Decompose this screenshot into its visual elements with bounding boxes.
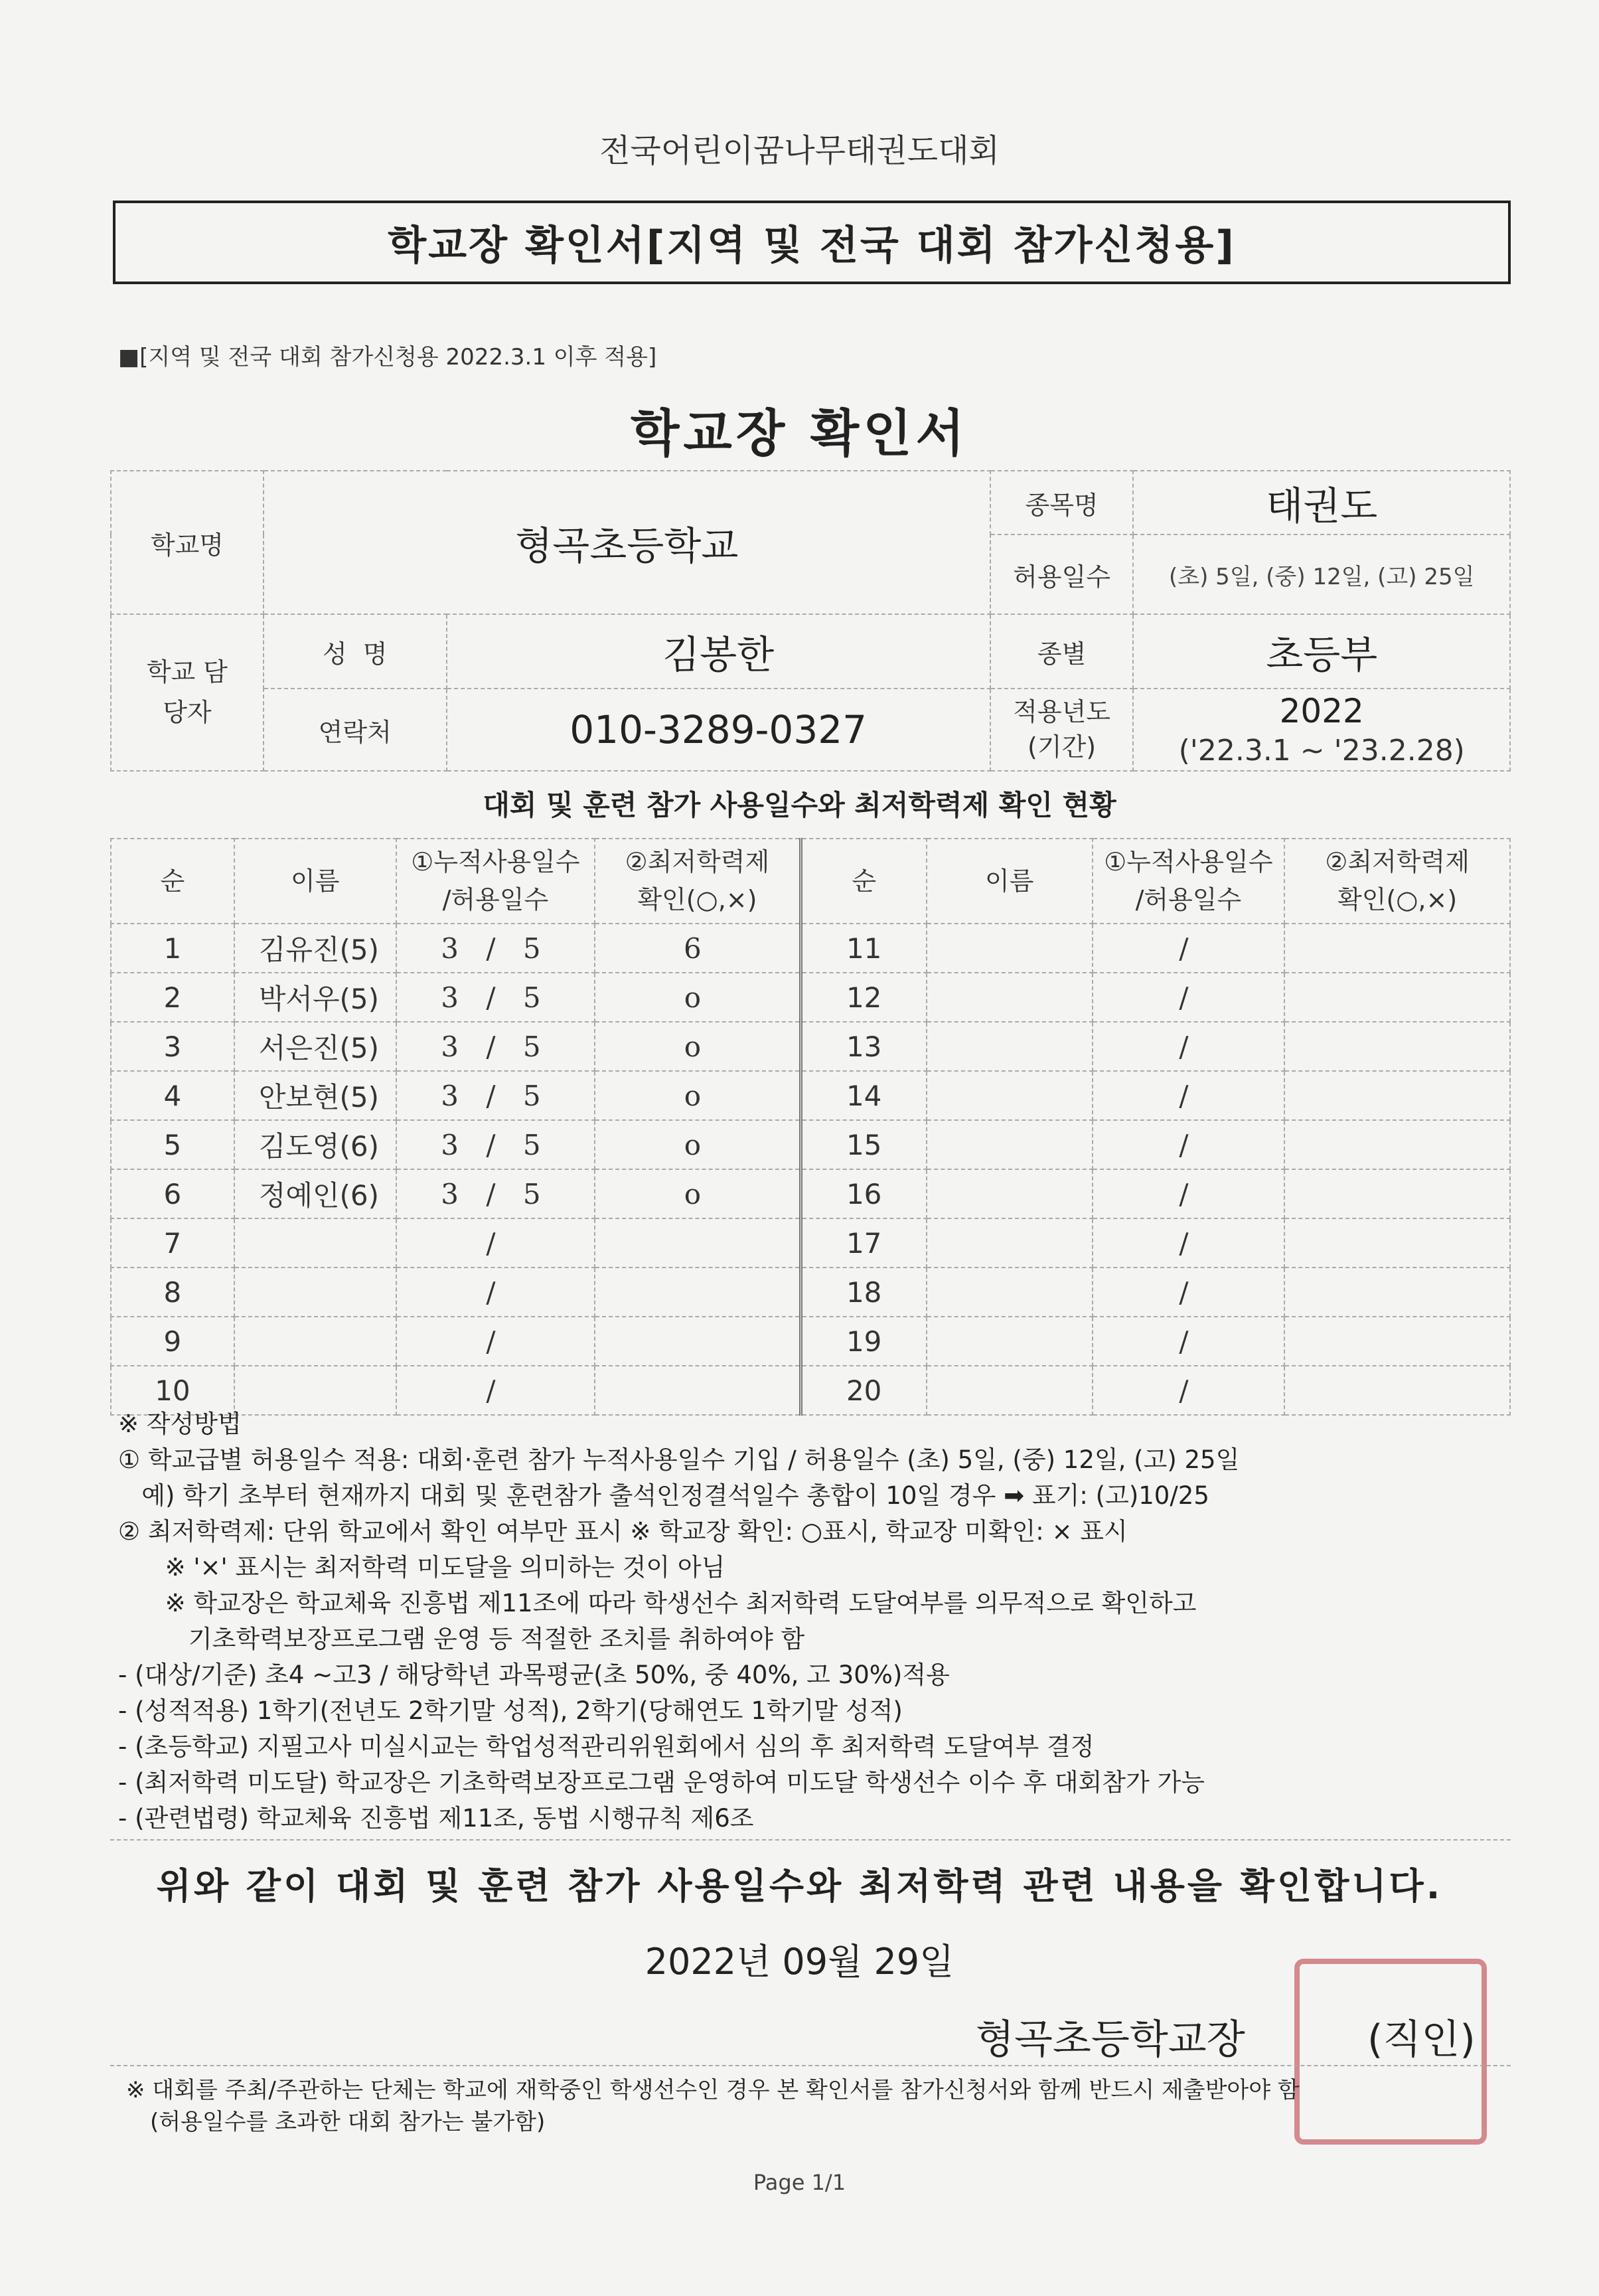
row-days: / xyxy=(396,1218,595,1268)
col-header-no-right: 순 xyxy=(800,839,927,924)
row-check: 6 xyxy=(595,924,800,973)
row-check xyxy=(1284,1268,1510,1317)
row-name xyxy=(927,1022,1093,1071)
footnote-line: (허용일수를 초과한 대회 참가는 불가함) xyxy=(150,2109,546,2135)
instruction-line: ① 학교급별 허용일수 적용: 대회·훈련 참가 누적사용일수 기입 / 허용일수 (초) 5일, (중) 12일, (고) 25일 xyxy=(118,1445,1240,1474)
instruction-line: ② 최저학력제: 단위 학교에서 확인 여부만 표시 ※ 학교장 확인: ○표시, 학교장 미확인: × 표시 xyxy=(118,1517,1128,1546)
event-name: 전국어린이꿈나무태권도대회 xyxy=(599,132,1000,169)
divider xyxy=(110,1839,1511,1841)
col-header-days-right-line1: ①누적사용일수 xyxy=(1104,847,1273,876)
row-no: 16 xyxy=(800,1169,927,1218)
row-check xyxy=(595,1317,800,1366)
row-check xyxy=(1284,1071,1510,1120)
row-check: o xyxy=(595,1169,800,1218)
footnote xyxy=(126,2074,1513,2138)
row-name xyxy=(927,1169,1093,1218)
table-row xyxy=(111,973,1510,1022)
table-row xyxy=(111,1022,1510,1071)
year-label-cell xyxy=(990,689,1134,771)
row-no: 13 xyxy=(800,1022,927,1071)
row-days: / xyxy=(1093,924,1285,973)
row-name xyxy=(234,1268,396,1317)
row-name xyxy=(927,973,1093,1022)
row-days: / xyxy=(1093,1268,1285,1317)
row-no: 1 xyxy=(111,924,234,973)
table-row xyxy=(111,1071,1510,1120)
sport-label: 종목명 xyxy=(990,471,1134,534)
row-days: / xyxy=(1093,1366,1285,1415)
row-days: / xyxy=(1093,1317,1285,1366)
row-no: 15 xyxy=(800,1120,927,1169)
row-check: o xyxy=(595,973,800,1022)
seal-placeholder: (직인) xyxy=(1367,2016,1476,2063)
row-name xyxy=(927,1268,1093,1317)
col-header-check-right xyxy=(1284,839,1510,924)
document-heading: 학교장 확인서 xyxy=(631,404,968,463)
row-no: 19 xyxy=(800,1317,927,1366)
row-name: 정예인(6) xyxy=(234,1169,396,1218)
row-days: / xyxy=(1093,1120,1285,1169)
year-label: 적용년도 xyxy=(1013,697,1110,726)
row-check xyxy=(1284,924,1510,973)
category-value: 초등부 xyxy=(1133,614,1510,689)
row-check xyxy=(1284,973,1510,1022)
col-header-name-right: 이름 xyxy=(927,839,1093,924)
row-name xyxy=(927,1218,1093,1268)
contact-name-label: 성 명 xyxy=(264,614,447,689)
row-name xyxy=(234,1317,396,1366)
instruction-line: - (초등학교) 지필고사 미실시교는 학업성적관리위원회에서 심의 후 최저학력 도달여부 결정 xyxy=(118,1732,1095,1761)
col-header-check xyxy=(595,839,800,924)
usage-section-title: 대회 및 훈련 참가 사용일수와 최저학력제 확인 현황 xyxy=(483,789,1116,821)
row-days: / xyxy=(1093,1218,1285,1268)
row-no: 18 xyxy=(800,1268,927,1317)
col-header-check-right-line2: 확인(○,×) xyxy=(1337,885,1458,914)
row-no: 5 xyxy=(111,1120,234,1169)
row-check xyxy=(1284,1022,1510,1071)
table-row xyxy=(111,924,1510,973)
row-check xyxy=(1284,1317,1510,1366)
row-no: 12 xyxy=(800,973,927,1022)
row-days: 3 / 5 xyxy=(396,1169,595,1218)
col-header-days-line1: ①누적사용일수 xyxy=(411,847,580,876)
row-name: 서은진(5) xyxy=(234,1022,396,1071)
row-check xyxy=(1284,1218,1510,1268)
row-name xyxy=(927,924,1093,973)
contact-name-value: 김봉한 xyxy=(447,614,990,689)
footnote-line: ※ 대회를 주최/주관하는 단체는 학교에 재학중인 학생선수인 경우 본 확인서를 참가신청서와 함께 반드시 제출받아야 함 xyxy=(126,2077,1300,2103)
row-no: 17 xyxy=(800,1218,927,1268)
row-name xyxy=(927,1120,1093,1169)
row-days: / xyxy=(396,1366,595,1415)
col-header-name: 이름 xyxy=(234,839,396,924)
instruction-line: - (관련법령) 학교체육 진흥법 제11조, 동법 시행규칙 제6조 xyxy=(118,1804,754,1833)
contact-phone-label: 연락처 xyxy=(264,689,447,771)
category-label: 종별 xyxy=(990,614,1134,689)
instruction-line: - (최저학력 미도달) 학교장은 기초학력보장프로그램 운영하여 미도달 학생선수 이수 후 대회참가 가능 xyxy=(118,1768,1205,1797)
table-row xyxy=(111,1268,1510,1317)
table-row xyxy=(111,1317,1510,1366)
row-no: 10 xyxy=(111,1366,234,1415)
instruction-line: ※ 학교장은 학교체육 진흥법 제11조에 따라 학생선수 최저학력 도달여부를 의무적으로 확인하고 xyxy=(118,1589,1197,1617)
applicability-notice: ■[지역 및 전국 대회 참가신청용 2022.3.1 이후 적용] xyxy=(118,344,657,370)
row-name: 박서우(5) xyxy=(234,973,396,1022)
year-label-sub: (기간) xyxy=(1028,732,1097,762)
row-check xyxy=(1284,1169,1510,1218)
instruction-line: 기초학력보장프로그램 운영 등 적절한 조치를 취하여야 함 xyxy=(118,1625,805,1653)
row-no: 20 xyxy=(800,1366,927,1415)
row-check: o xyxy=(595,1022,800,1071)
allowed-days-value: (초) 5일, (중) 12일, (고) 25일 xyxy=(1133,534,1510,614)
row-days: 3 / 5 xyxy=(396,973,595,1022)
row-days: / xyxy=(1093,1071,1285,1120)
form-title-box xyxy=(113,201,1511,284)
sport-value: 태권도 xyxy=(1133,471,1510,534)
row-no: 8 xyxy=(111,1268,234,1317)
page-number: Page 1/1 xyxy=(753,2170,846,2195)
row-name: 김도영(6) xyxy=(234,1120,396,1169)
col-header-check-right-line1: ②최저학력제 xyxy=(1325,847,1470,876)
row-no: 4 xyxy=(111,1071,234,1120)
athlete-list-table xyxy=(110,838,1511,1416)
row-no: 6 xyxy=(111,1169,234,1218)
instruction-line: 예) 학기 초부터 현재까지 대회 및 훈련참가 출석인정결석일수 총합이 10일 경우 ➡ 표기: (고)10/25 xyxy=(118,1481,1209,1510)
school-name-label: 학교명 xyxy=(111,471,264,614)
contact-person-label: 학교 담당자 xyxy=(111,614,264,771)
row-no: 7 xyxy=(111,1218,234,1268)
allowed-days-label: 허용일수 xyxy=(990,534,1134,614)
instruction-line: - (성적적용) 1학기(전년도 2학기말 성적), 2학기(당해연도 1학기말 성적) xyxy=(118,1696,903,1725)
row-check xyxy=(595,1268,800,1317)
col-header-days xyxy=(396,839,595,924)
row-days: 3 / 5 xyxy=(396,924,595,973)
principal-signature: 형곡초등학교장 xyxy=(976,2016,1245,2063)
row-no: 9 xyxy=(111,1317,234,1366)
row-no: 2 xyxy=(111,973,234,1022)
row-days: 3 / 5 xyxy=(396,1022,595,1071)
row-check xyxy=(595,1218,800,1268)
col-header-days-line2: /허용일수 xyxy=(442,885,549,914)
row-name xyxy=(927,1317,1093,1366)
contact-phone-value: 010-3289-0327 xyxy=(447,689,990,771)
row-no: 3 xyxy=(111,1022,234,1071)
row-name: 김유진(5) xyxy=(234,924,396,973)
table-row xyxy=(111,1218,1510,1268)
divider xyxy=(110,2065,1511,2066)
year-value-cell xyxy=(1133,689,1510,771)
row-check xyxy=(1284,1120,1510,1169)
instruction-line: - (대상/기준) 초4 ~고3 / 해당학년 과목평균(초 50%, 중 40%, 고 30%)적용 xyxy=(118,1661,950,1689)
writing-instructions xyxy=(118,1406,1519,1837)
col-header-check-line1: ②최저학력제 xyxy=(625,847,770,876)
school-name-value: 형곡초등학교 xyxy=(264,471,990,614)
row-name xyxy=(234,1218,396,1268)
school-info-table xyxy=(110,470,1511,772)
instruction-line: ※ 작성방법 xyxy=(118,1410,242,1438)
form-title: 학교장 확인서[지역 및 전국 대회 참가신청용] xyxy=(388,222,1236,269)
instruction-line: ※ '×' 표시는 최저학력 미도달을 의미하는 것이 아님 xyxy=(118,1553,725,1582)
row-days: / xyxy=(1093,1022,1285,1071)
issue-date: 2022년 09월 29일 xyxy=(645,1941,954,1983)
col-header-no: 순 xyxy=(111,839,234,924)
row-check: o xyxy=(595,1071,800,1120)
row-days: / xyxy=(396,1268,595,1317)
row-days: / xyxy=(1093,973,1285,1022)
row-days: / xyxy=(396,1317,595,1366)
row-days: / xyxy=(1093,1169,1285,1218)
row-no: 11 xyxy=(800,924,927,973)
confirmation-statement: 위와 같이 대회 및 훈련 참가 사용일수와 최저학력 관련 내용을 확인합니다. xyxy=(156,1865,1443,1907)
row-days: 3 / 5 xyxy=(396,1120,595,1169)
col-header-days-right xyxy=(1093,839,1285,924)
row-name: 안보현(5) xyxy=(234,1071,396,1120)
col-header-days-right-line2: /허용일수 xyxy=(1135,885,1242,914)
row-days: 3 / 5 xyxy=(396,1071,595,1120)
col-header-check-line2: 확인(○,×) xyxy=(637,885,757,914)
row-check: o xyxy=(595,1120,800,1169)
table-row xyxy=(111,1169,1510,1218)
year-period: ('22.3.1 ~ '23.2.28) xyxy=(1178,733,1465,768)
year-value: 2022 xyxy=(1279,692,1364,731)
table-row xyxy=(111,1120,1510,1169)
row-no: 14 xyxy=(800,1071,927,1120)
row-name xyxy=(927,1071,1093,1120)
